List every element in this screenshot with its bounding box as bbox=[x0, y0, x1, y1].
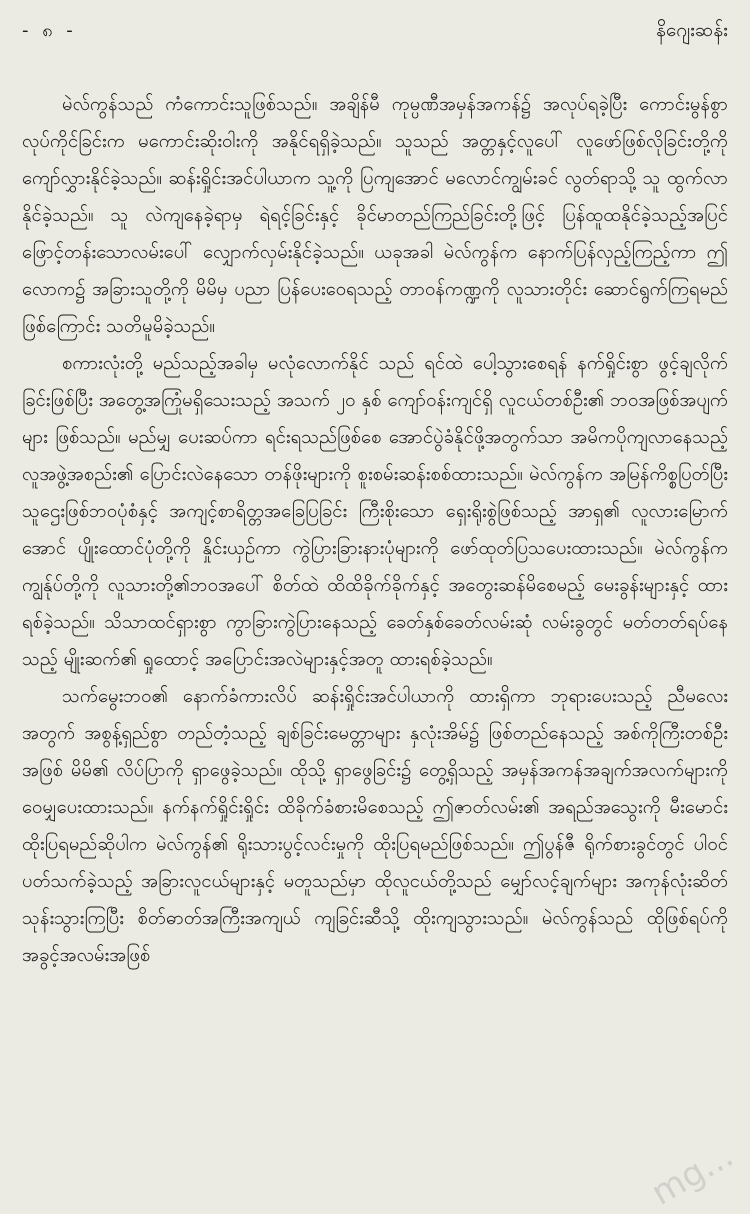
paragraph-1: မဲလ်ကွန်သည် ကံကောင်းသူဖြစ်သည်။ အချိန်မီ ကုမ္ပဏီအမှန်အကန်၌ အလုပ်ရခဲ့ပြီး ကောင်းမွန်စွာလုပ်ကိုင်ခြင်းက မကောင်းဆိုးဝါးကို အနိုင်ရရှိခဲ့သည်။ သူသည် အတ္တနှင့်လူပေါ် လူဖော်ဖြစ်လိုခြင်းတို့ကိုကျော်လွှားနိုင်ခဲ့သည်။ ဆန်းရှိုင်းအင်ပါယာက သူ့ကို ပြကျအောင် မလောင်ကျွမ်းခင် လွတ်ရာသို့ သူ ထွက်လာနိုင်ခဲ့သည်။ သူ လဲကျနေခဲ့ရာမှ ရဲရင့်ခြင်းနှင့် ခိုင်မာတည်ကြည်ခြင်းတို့ဖြင့် ပြန်ထူထနိုင်ခဲ့သည့်အပြင် ဖြောင့်တန်းသောလမ်းပေါ် လျှောက်လှမ်းနိုင်ခဲ့သည်။ ယခုအခါ မဲလ်ကွန်က နောက်ပြန်လှည့်ကြည့်ကာ ဤလောက၌ အခြားသူတို့ကို မိမိမှ ပညာ ပြန်ပေးဝေရသည့် တာဝန်ကဏ္ဍကို လူသားတိုင်း ဆောင်ရွက်ကြရမည်ဖြစ်ကြောင်း သတိမူမိခဲ့သည်။ bbox=[22, 94, 728, 337]
watermark: mg... bbox=[644, 1135, 740, 1214]
body-text bbox=[22, 86, 728, 974]
page-number: - ၈ - bbox=[22, 20, 77, 41]
paragraph-3: သက်မွေးဘဝ၏ နောက်ခံကားလိပ် ဆန်းရှိုင်းအင်ပါယာကို ထားရှိကာ ဘုရားပေးသည့် ညီမလေးအတွက် အစွန့်ရှည်စွာ တည်တံ့သည့် ချစ်ခြင်းမေတ္တာများ နှလုံးအိမ်၌ ဖြစ်တည်နေသည့် အစ်ကိုကြီးတစ်ဦးအဖြစ် မိမိ၏ လိပ်ပြာကို ရှာဖွေခဲ့သည်။ ထိုသို့ ရှာဖွေခြင်း၌ တွေ့ရှိသည့် အမှန်အကန်အချက်အလက်များကို ဝေမျှပေးထားသည်။ နက်နက်ရှိုင်းရှိုင်း ထိခိုက်ခံစားမိစေသည့် ဤဇာတ်လမ်း၏ အရည်အသွေးကို မီးမောင်းထိုးပြရမည်ဆိုပါက မဲလ်ကွန်၏ ရိုးသားပွင့်လင်းမှုကို ထိုးပြရမည်ဖြစ်သည်။ ဤပွန်ဇီ ရိုက်စားခွင်တွင် ပါဝင်ပတ်သက်ခဲ့သည့် အခြားလူငယ်များနှင့် မတူသည်မှာ ထိုလူငယ်တို့သည် မျှော်လင့်ချက်များ အကုန်လုံးဆိတ်သုန်းသွားကြပြီး စိတ်ဓာတ်အကြီးအကျယ် ကျခြင်းဆီသို့ ထိုးကျသွားသည်။ မဲလ်ကွန်သည် ထိုဖြစ်ရပ်ကို အခွင့်အလမ်းအဖြစ် bbox=[22, 686, 728, 966]
running-title: နိဂျေးဆန်း bbox=[656, 19, 728, 41]
page-header bbox=[22, 18, 728, 58]
paragraph-2: စကားလုံးတို့ မည်သည့်အခါမှ မလုံလောက်နိုင် သည် ရင်ထဲ ပေါ့သွားစေရန် နက်ရှိုင်းစွာ ဖွင့်ချလိုက်ခြင်းဖြစ်ပြီး အတွေ့အကြုံမရှိသေးသည့် အသက် ၂၀ နှစ် ကျော်ဝန်းကျင်ရှိ လူငယ်တစ်ဦး၏ ဘဝအဖြစ်အပျက်များ ဖြစ်သည်။ မည်မျှ ပေးဆပ်ကာ ရင်းရသည်ဖြစ်စေ အောင်ပွဲခံနိုင်ဖို့အတွက်သာ အမိကပိုကျလာနေသည့် လူအဖွဲ့အစည်း၏ ပြောင်းလဲနေသော တန်ဖိုးများကို စူးစမ်းဆန်းစစ်ထားသည်။ မဲလ်ကွန်က အမြန်ကိစ္စပြတ်ပြီး သူဌေးဖြစ်ဘဝပုံစံနှင့် အကျင့်စာရိတ္တအခြေပြခြင်း ကြီးစိုးသော ရှေးရိုးစွဲဖြစ်သည့် အာရှ၏ လူလားမြောက်အောင် ပျိုးထောင်ပုံတို့ကို နှိုင်းယှဉ်ကာ ကွဲပြားခြားနားပုံများကို ဖော်ထုတ်ပြသပေးထားသည်။ မဲလ်ကွန်က ကျွန်ုပ်တို့ကို လူသားတို့၏ဘဝအပေါ် စိတ်ထဲ ထိထိခိုက်ခိုက်နှင့် အတွေးဆန်မိစေမည့် မေးခွန်းများနှင့် ထားရစ်ခဲ့သည်။ သိသာထင်ရှားစွာ ကွာခြားကွဲပြားနေသည့် ခေတ်နှစ်ခေတ်လမ်းဆုံ လမ်းခွတွင် မတ်တတ်ရပ်နေသည့် မျိုးဆက်၏ ရှုထောင့် အပြောင်းအလဲများနှင့်အတူ ထားရစ်ခဲ့သည်။ bbox=[22, 353, 728, 670]
